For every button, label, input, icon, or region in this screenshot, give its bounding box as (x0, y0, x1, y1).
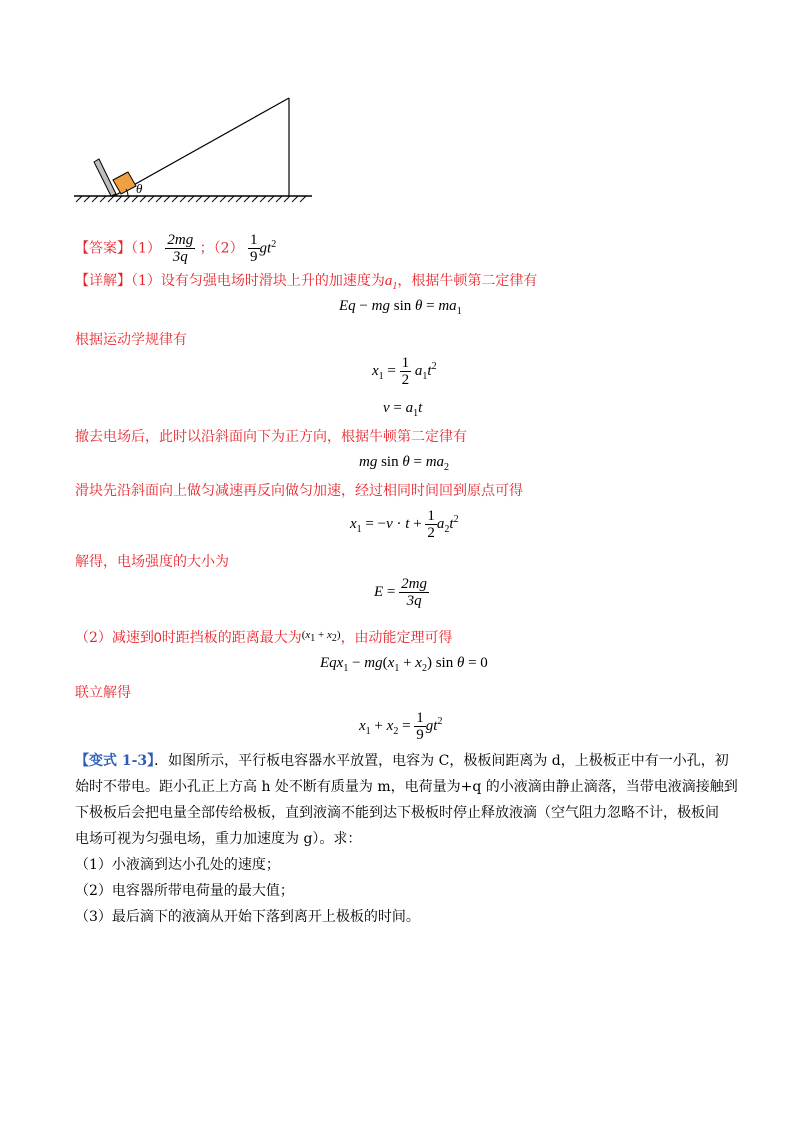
ground-hatching (74, 196, 312, 202)
answer-tail: gt (259, 240, 272, 257)
question-item-3: （3）最后滴下的液滴从开始下落到离开上极板的时间。 (75, 909, 420, 925)
text-remove-field: 撤去电场后，此时以沿斜面向下为正方向，根据牛顿第二定律有 (75, 429, 467, 445)
baffle-plate (94, 159, 116, 196)
equation-return: $x_1 = -v \cdot t$ + $\frac{1}{2}$ $a_2t^2$ (350, 508, 459, 541)
question-item-1: （1）小液滴到达小孔处的速度； (75, 857, 280, 873)
equation-distance-result: $x_1 + x_2$ = $\frac{1}{9}$ $gt^2$ (359, 710, 443, 743)
answer-part1: （1） (131, 240, 161, 257)
answer-separator: ； (199, 240, 214, 257)
text-kinematics: 根据运动学规律有 (75, 332, 187, 348)
equation-velocity: $v = a_1t$ (383, 400, 423, 419)
text-part2: （2）减速到0时距挡板的距离最大为$^{(x1 + x2)}$，由动能定理可得 (75, 629, 453, 646)
answer-part2: （2） (213, 240, 244, 257)
answer-fraction-1: $\frac{2mg}{3q}$ (167, 232, 194, 265)
equation-displacement: $x_1$ = $\frac{1}{2}$ $a_1t^2$ (372, 355, 437, 388)
answer-fraction-2: $\frac{1}{9}$ (250, 232, 258, 265)
text-slide-motion: 滑块先沿斜面向上做匀减速再反向做匀加速，经过相同时间回到原点可得 (75, 483, 523, 499)
equation-energy: $Eqx_1 - mg(x_1 + x_2)$ sin θ = 0 (320, 655, 488, 674)
equation-field-result: E = $\frac{2mg}{3q}$ (374, 576, 427, 609)
angle-label: θ (136, 181, 143, 196)
detail-label: 【详解】 (75, 273, 131, 289)
question-item-2: （2）电容器所带电荷量的最大值； (75, 883, 294, 899)
answer-line: 【答案】（1） $\frac{2mg}{3q}$ ；（2） $\frac{1}{9}$ $gt^2$ (75, 232, 277, 265)
variant-problem: 【变式 1-3】．如图所示，平行板电容器水平放置，电容为 C，极板间距离为 d，上极板正中有一小孔，初 始时不带电。距小孔正上方高 h 处不断有质量为 m，电荷量为+q 的小液滴由静止滴落，当带电液滴接触到 下极板后会把电量全部传给极板，直到液滴不能到达下极板时停止释放液滴（空气阻力忽略不计，极板间 电场可视为匀强电场，重力加速度为 g）。求： （1）小液滴到达小孔处的速度； （2）电容器所带电荷量的最大值； （3）最后滴下的液滴从开始下落到离开上极板的时间。 (75, 748, 735, 930)
text-combine: 联立解得 (75, 685, 131, 701)
incline-figure (70, 90, 320, 210)
slider-block (113, 172, 136, 194)
detail-line-1: 【详解】（1）设有匀强电场时滑块上升的加速度为$a_1$，根据牛顿第二定律有 (75, 273, 538, 292)
answer-label: 【答案】 (75, 240, 131, 257)
equation-newton-1: Eq − mg $\sin \theta = ma_1$ (339, 298, 462, 317)
equation-newton-2: mg $\sin \theta = ma_2$ (359, 454, 450, 473)
text-solve-field: 解得，电场强度的大小为 (75, 554, 229, 570)
variant-label: 【变式 1-3】 (75, 753, 155, 769)
